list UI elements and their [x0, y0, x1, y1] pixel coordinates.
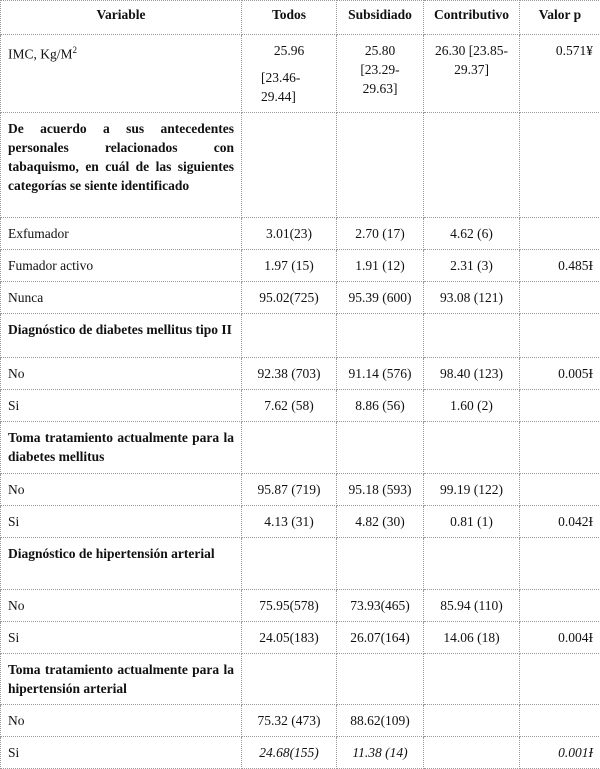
cell-subsidiado: 91.14 (576) [337, 358, 424, 390]
cell-subsidiado: 11.38 (14) [337, 737, 424, 769]
table-row-imc [1, 35, 600, 113]
empty-cell [424, 113, 520, 218]
table-section-heading [1, 422, 600, 474]
cell-contributivo: 14.06 (18) [424, 622, 520, 654]
cell-subsidiado: 73.93(465) [337, 590, 424, 622]
cell-valor-p: 0.042Ɨ [520, 506, 600, 538]
cell-contributivo: 2.31 (3) [424, 250, 520, 282]
imc-label: IMC, Kg/M [8, 47, 73, 62]
cell-contributivo: 4.62 (6) [424, 218, 520, 250]
cell-valor-p [520, 705, 600, 737]
row-label: Si [1, 622, 242, 654]
cell-todos: 3.01(23) [242, 218, 337, 250]
empty-cell [520, 314, 600, 358]
cell-subsidiado: 26.07(164) [337, 622, 424, 654]
header-row [1, 1, 600, 35]
cell-todos [242, 35, 337, 113]
cell-todos: 24.05(183) [242, 622, 337, 654]
row-label: Diagnóstico de diabetes mellitus tipo II [1, 314, 242, 358]
empty-cell [520, 538, 600, 590]
empty-cell [337, 113, 424, 218]
header-contributivo: Contributivo [424, 1, 520, 35]
cell-subsidiado: 95.39 (600) [337, 282, 424, 314]
row-label: No [1, 358, 242, 390]
cell-valor-p: 0.004Ɨ [520, 622, 600, 654]
table-section-heading [1, 654, 600, 705]
empty-cell [242, 654, 337, 705]
cell-subsidiado: 4.82 (30) [337, 506, 424, 538]
table-row [1, 737, 600, 769]
empty-cell [242, 113, 337, 218]
row-label: No [1, 705, 242, 737]
cell-valor-p [520, 390, 600, 422]
row-label: Exfumador [1, 218, 242, 250]
empty-cell [424, 422, 520, 474]
header-variable: Variable [1, 1, 242, 35]
empty-cell [242, 538, 337, 590]
table-row [1, 282, 600, 314]
cell-valor-p [520, 590, 600, 622]
table-row [1, 622, 600, 654]
cell-todos: 24.68(155) [242, 737, 337, 769]
table-row [1, 590, 600, 622]
cell-valor-p [520, 474, 600, 506]
table-section-heading [1, 538, 600, 590]
cell-subsidiado: 8.86 (56) [337, 390, 424, 422]
empty-cell [337, 422, 424, 474]
cell-subsidiado: 2.70 (17) [337, 218, 424, 250]
cell-subsidiado: 88.62(109) [337, 705, 424, 737]
cell-valor-p [520, 218, 600, 250]
table-row [1, 506, 600, 538]
empty-cell [337, 654, 424, 705]
cell-todos: 92.38 (703) [242, 358, 337, 390]
cell-contributivo [424, 737, 520, 769]
empty-cell [424, 538, 520, 590]
cell-subsidiado: 25.80 [23.29-29.63] [337, 35, 424, 113]
cell-contributivo: 85.94 (110) [424, 590, 520, 622]
cell-contributivo: 26.30 [23.85-29.37] [424, 35, 520, 113]
row-label: Toma tratamiento actualmente para la hipertensión arterial [1, 654, 242, 705]
cell-todos: 95.87 (719) [242, 474, 337, 506]
header-valor-p: Valor p [520, 1, 600, 35]
cell-contributivo: 0.81 (1) [424, 506, 520, 538]
imc-sup: 2 [73, 45, 78, 55]
table-row [1, 218, 600, 250]
row-label: Si [1, 506, 242, 538]
cell-todos: 4.13 (31) [242, 506, 337, 538]
row-label: Diagnóstico de hipertensión arterial [1, 538, 242, 590]
cell-valor-p: 0.571¥ [520, 35, 600, 113]
row-label: Fumador activo [1, 250, 242, 282]
cell-valor-p: 0.485Ɨ [520, 250, 600, 282]
cell-contributivo: 98.40 (123) [424, 358, 520, 390]
row-label: Si [1, 737, 242, 769]
table-row [1, 250, 600, 282]
header-subsidiado: Subsidiado [337, 1, 424, 35]
header-todos: Todos [242, 1, 337, 35]
empty-cell [337, 538, 424, 590]
cell-valor-p: 0.001Ɨ [520, 737, 600, 769]
table-row [1, 705, 600, 737]
cell-todos: 95.02(725) [242, 282, 337, 314]
row-label: Nunca [1, 282, 242, 314]
cell-valor-p: 0.005Ɨ [520, 358, 600, 390]
table-row [1, 390, 600, 422]
imc-todos-median: 25.96 [249, 41, 329, 60]
empty-cell [242, 314, 337, 358]
cell-todos: 7.62 (58) [242, 390, 337, 422]
empty-cell [520, 422, 600, 474]
empty-cell [520, 113, 600, 218]
cell-subsidiado: 95.18 (593) [337, 474, 424, 506]
cell-contributivo: 99.19 (122) [424, 474, 520, 506]
row-label [1, 35, 242, 113]
row-label: No [1, 590, 242, 622]
cell-contributivo [424, 705, 520, 737]
table-section-heading [1, 314, 600, 358]
cell-contributivo: 93.08 (121) [424, 282, 520, 314]
cell-subsidiado: 1.91 (12) [337, 250, 424, 282]
empty-cell [520, 654, 600, 705]
table-row [1, 358, 600, 390]
row-label: Si [1, 390, 242, 422]
cell-todos: 75.95(578) [242, 590, 337, 622]
cell-todos: 75.32 (473) [242, 705, 337, 737]
imc-todos-iqr: [23.46-29.44] [249, 68, 329, 106]
row-label: Toma tratamiento actualmente para la diabetes mellitus [1, 422, 242, 474]
table-section-heading [1, 113, 600, 218]
table-row [1, 474, 600, 506]
empty-cell [337, 314, 424, 358]
cell-valor-p [520, 282, 600, 314]
empty-cell [424, 314, 520, 358]
cell-contributivo: 1.60 (2) [424, 390, 520, 422]
empty-cell [424, 654, 520, 705]
row-label: De acuerdo a sus antecedentes personales relacionados con tabaquismo, en cuál de las siguientes categorías se siente identificado [1, 113, 242, 218]
empty-cell [242, 422, 337, 474]
cell-todos: 1.97 (15) [242, 250, 337, 282]
row-label: No [1, 474, 242, 506]
